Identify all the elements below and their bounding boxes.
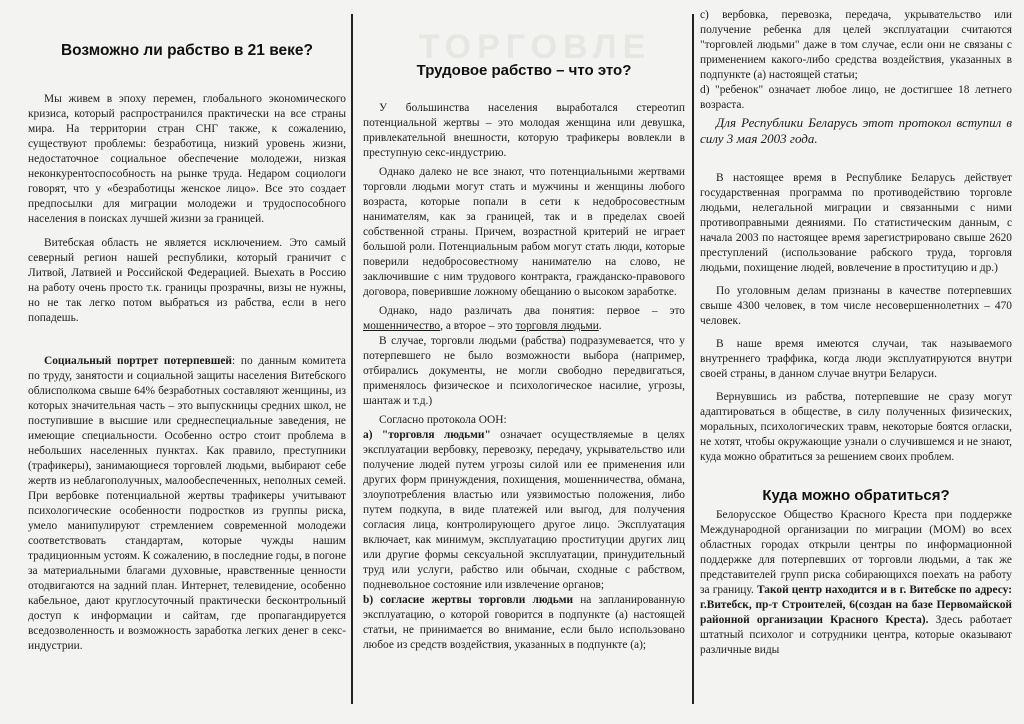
red-cross-services-text: Здесь работает штатный психолог и сотрудники центра, которые оказывают различные виды — [700, 614, 1012, 656]
term-human-trafficking: торговля людьми — [515, 320, 599, 332]
paragraph-definition-b — [363, 593, 685, 653]
definition-a-text: означает осуществляемые в целях эксплуатации вербовку, перевозку, передачу, укрывательство или получение людей путем угрозы силой или ее применения или других форм принуждения, похищения, мошенничества, обмана, злоупотребления властью или уязвимостью положения, либо путем подкупа, в виде платежей или выгод, для получения согласия лица, контролирующего другое лицо. Эксплуатация включает, как минимум, эксплуатацию проституции других лиц или другие формы сексуальной эксплуатации, принудительный труд или услуги, рабство или обычаи, сходные с рабством, подневольное состояние или извлечение органов; — [363, 429, 685, 591]
paragraph-protocol-in-force: Для Республики Беларусь этот протокол вступил в силу 3 мая 2003 года. — [700, 115, 1012, 146]
paragraph-victim-portrait — [28, 354, 346, 654]
two-concepts-text-a: Однако, надо различать два понятия: первое – это — [379, 305, 685, 317]
paragraph-un-protocol: Согласно протокола ООН: — [379, 414, 507, 426]
paragraph-no-choice: В случае, торговли людьми (рабства) подразумевается, что у потерпевшего не было возможности выбора (например, отбирались документы, не могли свободно передвигаться, применялось физическое и психологическое насилие, угрозы, шантаж и т.д.) — [363, 335, 685, 407]
paragraph-definition-d: d) "ребенок" означает любое лицо, не достигшее 18 летнего возраста. — [700, 84, 1012, 111]
column-left — [28, 0, 346, 724]
victim-portrait-text: : по данным комитета по труду, занятости и социальной защиты населения Витебского облисполкома свыше 64% безработных составляют женщины, из которых значительная часть – это выпускницы средних школ, не поступившие в высшие или среднеспециальные заведения, не имеющие специальности. Особенно остро стоит проблема в небольших населенных пунктах. Как правило, преступники (трафикеры), занимающиеся торговлей людьми, выбирают себе жертв из неблагополучных, малообеспеченных, неполных семей. При вербовке потенциальной жертвы трафикеры учитывают психологические особенности подростков из группы риска, умело манипулируют стремлением современной молодежи соответствовать стандартам, которые чужды нашим традиционным устоям. К сожалению, в последние годы, в погоне за материальными благами духовные, нравственные ценности отодвигаются на задний план. Интернет, телевидение, особенно кабельное, дают круглосуточный практически бесконтрольный доступ к информации и сайтам, где пропагандируется вседозволенность и возможность заработка легких денег в секс-индустрии. — [28, 355, 346, 652]
column-middle — [363, 0, 685, 724]
paragraph-internal-trafficking: В наше время имеются случаи, так называемого внутреннего траффика, когда люди эксплуатируются внутри своей страны, в данном случае внутри Беларуси. — [700, 338, 1012, 380]
heading-where-to-turn: Куда можно обратиться? — [762, 487, 950, 504]
paragraph-definition-c: c) вербовка, перевозка, передача, укрывательство или получение ребенка для целей эксплуатации считаются "торговлей людьми" даже в том случае, если они не связаны с применением какого-либо средства воздействия, указанных в подпункте (а) настоящей статьи; — [700, 9, 1012, 81]
faded-background-heading: ТОРГОВЛЕ — [418, 28, 652, 66]
definition-b-label: b) согласие жертвы торговли людьми — [363, 594, 574, 606]
column-divider-left — [351, 14, 353, 704]
paragraph-returning-victims: Вернувшись из рабства, потерпевшие не сразу могут адаптироваться в обществе, в силу полученных физических, моральных, психологических травм, некоторые боятся огласки, не хотят, чтобы окружающие узнали о случившемся и не знают, куда можно обратиться за решением своих проблем. — [700, 391, 1012, 463]
paragraph-potential-victims: Однако далеко не все знают, что потенциальными жертвами торговли людьми могут стать и мужчины и женщины любого возраста, которые попали в сети к недобросовестным нанимателям, как за границей, так и в пределах своей собственной страны. Причем, возрастной критерий не играет большой роли. Потенциальным рабом могут стать люди, которые поверили недобросовестному нанимателю на слово, не заключившие с ним трудового контракта, гражданско-правового договора, поверившие ложному обещанию о высоком заработке. — [363, 166, 685, 298]
heading-labour-slavery: Трудовое рабство – что это? — [416, 62, 632, 79]
definition-b-text: на запланированную эксплуатацию, о которой говорится в подпункте (а) настоящей статьи, не принимается во внимание, если было использовано любое из средств воздействия, указанных в подпункте (а); — [363, 594, 685, 651]
heading-slavery-21-century: Возможно ли рабство в 21 веке? — [60, 42, 314, 59]
term-fraud: мошенничество — [363, 320, 441, 332]
column-divider-right — [692, 14, 694, 704]
column-right — [700, 0, 1012, 724]
vitebsk-centre-address: Такой центр находится и в г. Витебске по адресу: г.Витебск, пр-т Строителей, 6(создан на базе Первомайской районной организации Красного Креста). — [700, 584, 1013, 626]
paragraph-economic-crisis: Мы живем в эпоху перемен, глобального экономического кризиса, который распространился практически на все страны мира. На территории стран СНГ также, к сожалению, существуют проблемы: безработица, низкий уровень жизни, недостаточное социальное обеспечение молодежи, низкая неконкурентоспособность на рынке труда. Недаром социологи говорят, что у «безработицы женское лицо». Все это создает предпосылки для миграции молодежи и трудоспособного населения в поисках лучшей жизни за границей. — [28, 93, 346, 225]
paragraph-victims-count: По уголовным делам признаны в качестве потерпевших свыше 4300 человек, в том числе несовершеннолетних – 470 человек. — [700, 285, 1012, 327]
paragraph-two-concepts — [363, 304, 685, 334]
paragraph-state-programme: В настоящее время в Республике Беларусь действует государственная программа по противодействию торговле людьми, нелегальной миграции и связанными с ними противоправными деяниями. По статистическим данным, с начала 2003 по настоящее время зарегистрировано свыше 2620 преступлений (использование рабского труда, торговля людьми, похищение людей, вовлечение в проституцию и др.) — [700, 172, 1012, 274]
paragraph-definition-a — [363, 428, 685, 593]
two-concepts-text-c: . — [598, 320, 602, 332]
paragraph-victim-stereotype: У большинства населения выработался стереотип потенциальной жертвы – это молодая женщина или девушка, привлекательной внешности, которую трафикеры вовлекли в преступную секс-индустрию. — [363, 102, 685, 159]
two-concepts-text-b: , а второе – это — [440, 320, 516, 332]
definition-a-label: а) "торговля людьми" — [363, 429, 491, 441]
paragraph-vitebsk-region: Витебская область не является исключением. Это самый северный регион нашей республики, который граничит с Литвой, Латвией и Российской Федерацией. Выехать в Россию на работу очень просто т.к. границы прозрачны, визы не нужны, но не так легко потом выбраться из рабства, если в него попадешь. — [28, 237, 346, 324]
red-cross-text: Белорусское Общество Красного Креста при поддержке Международной организации по миграции (МОМ) во всех областных городах открыли центры по информационной поддержке для потерпевших от торговли людьми, а так же представителей групп риска собирающихся поехать на работу за границу. — [700, 509, 1012, 596]
paragraph-red-cross-centres — [700, 508, 1012, 658]
victim-portrait-label: Социальный портрет потерпевшей — [44, 355, 232, 367]
